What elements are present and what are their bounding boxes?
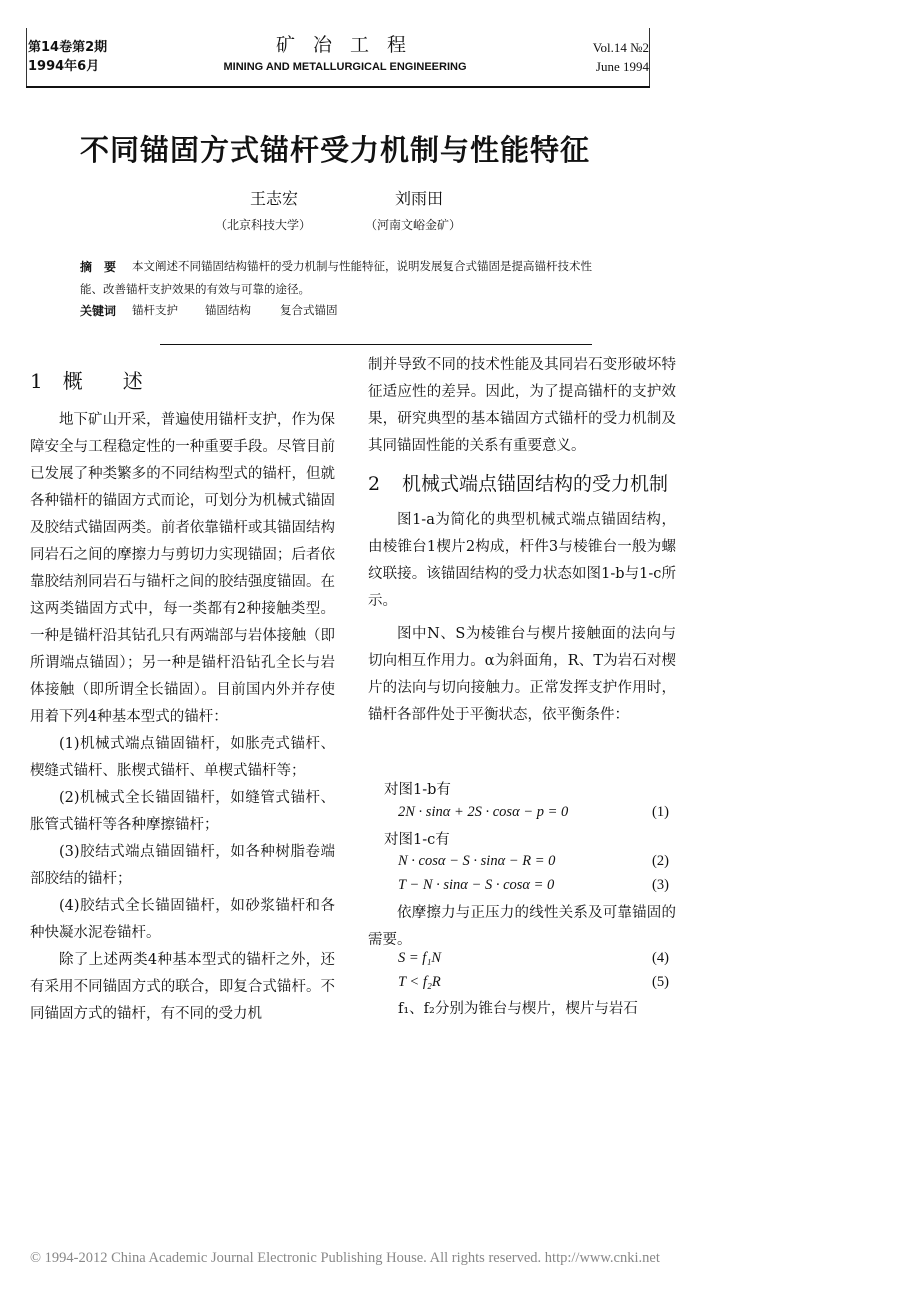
issue-date: 1994年6月 (28, 59, 100, 74)
issue-info (28, 38, 107, 76)
equation-2: N · cosα − S · sinα − R = 0 (398, 853, 556, 869)
equation-number: (4) (652, 950, 669, 966)
equation-number: (1) (652, 804, 669, 820)
keyword: 复合式锚固 (280, 303, 338, 317)
equation-3: T − N · sinα − S · cosα = 0 (398, 877, 555, 893)
section-1-heading: 1 概 述 (30, 369, 143, 393)
author-1: 王志宏 (250, 189, 299, 208)
section-number: 2 (368, 473, 381, 495)
equation-5: T < f₂R (398, 974, 441, 990)
header-right-border (649, 28, 650, 88)
paragraph: 图中N、S为棱锥台与楔片接触面的法向与切向相互作用力。α为斜面角，R、T为岩石对楔片的法向与切向接触力。正常发挥支护作用时，锚杆各部件处于平衡状态，依平衡条件： (368, 626, 676, 723)
paragraph: (3)胶结式端点锚固锚杆，如各种树脂卷端部胶结的锚杆； (30, 844, 335, 887)
issue-date-en: June 1994 (595, 59, 649, 74)
section-2-heading (368, 470, 676, 499)
figure-ref: 对图1-c有 (384, 832, 450, 848)
affiliation-1: （北京科技大学） (215, 218, 312, 232)
paragraph: 地下矿山开采，普遍使用锚杆支护，作为保障安全与工程稳定性的一种重要手段。尽管目前已发展了种类繁多的不同结构型式的锚杆，但就各种锚杆的锚固方式而论，可划分为机械式锚固及胶结式锚固两类。前者依靠锚杆或其锚固结构同岩石之间的摩擦力与剪切力实现锚固；后者依靠胶结剂同岩石与锚杆之间的胶结强度锚固。在这两类锚固方式中，每一类都有2种接触类型。一种是锚杆沿其钻孔只有两端部与岩体接触（即所谓端点锚固）；另一种是锚杆沿钻孔全长与岩体接触（即所谓全长锚固）。目前国内外并存使用着下列4种基本型式的锚杆： (30, 412, 335, 725)
right-column (368, 352, 676, 729)
affiliation-2: （河南文峪金矿） (365, 218, 462, 232)
abstract-divider (160, 344, 592, 345)
keyword: 锚杆支护 (132, 303, 178, 317)
figure-ref: 对图1-b有 (384, 782, 451, 798)
paragraph: 制并导致不同的技术性能及其同岩石变形破坏特征适应性的差异。因此，为了提高锚杆的支护效果，研究典型的基本锚固方式锚杆的受力机制及其同锚固性能的关系有重要意义。 (368, 357, 676, 454)
abstract-line-1: 本文阐述不同锚固结构锚杆的受力机制与性能特征，说明发展复合式锚固是提高锚杆技术性 (132, 259, 592, 273)
paragraph-text: 依摩擦力与正压力的线性关系及可靠锚固的需要。 (368, 905, 676, 948)
equation-4: S = f₁N (398, 950, 442, 966)
header-rule (26, 86, 650, 88)
volume-issue: 第14卷第2期 (28, 40, 108, 55)
paragraph: f₁、f₂分别为锥台与楔片，楔片与岩石 (398, 1001, 638, 1017)
copyright-footer: © 1994-2012 China Academic Journal Electronic Publishing House. All rights reserved. http://www.cnki.net (30, 1250, 660, 1266)
equation-number: (3) (652, 877, 669, 893)
author-2: 刘雨田 (395, 189, 444, 208)
keywords-label: 关键词 (80, 304, 117, 318)
paragraph: (2)机械式全长锚固锚杆，如缝管式锚杆、胀管式锚杆等各种摩擦锚杆； (30, 790, 335, 833)
paragraph: (1)机械式端点锚固锚杆，如胀壳式锚杆、楔缝式锚杆、胀楔式锚杆、单楔式锚杆等； (30, 736, 335, 779)
journal-title-en: MINING AND METALLURGICAL ENGINEERING (223, 61, 467, 73)
header-left-border (26, 28, 27, 88)
paragraph: 图1-a为简化的典型机械式端点锚固结构，由棱锥台1楔片2构成，杆件3与棱锥台一般为螺纹联接。该锚固结构的受力状态如图1-b与1-c所示。 (368, 512, 676, 609)
abstract-line-2: 能、改善锚杆支护效果的有效与可靠的途径。 (80, 282, 310, 296)
left-column (30, 368, 335, 1028)
journal-title-cn: 矿冶工程 (275, 34, 424, 56)
section-title: 机械式端点锚固结构的受力机制 (402, 473, 669, 495)
paragraph: 除了上述两类4种基本型式的锚杆之外，还有采用不同锚固方式的联合，即复合式锚杆。不同锚固方式的锚杆，有不同的受力机 (30, 952, 335, 1022)
equation-number: (5) (652, 974, 669, 990)
paragraph: (4)胶结式全长锚固锚杆，如砂浆锚杆和各种快凝水泥卷锚杆。 (30, 898, 335, 941)
volume-issue-en: Vol.14 №2 (592, 40, 649, 55)
equation-number: (2) (652, 853, 669, 869)
keyword: 锚固结构 (205, 303, 251, 317)
paragraph (368, 900, 676, 954)
article-title: 不同锚固方式锚杆受力机制与性能特征 (80, 133, 591, 167)
issue-info-en (587, 38, 649, 76)
equation-1: 2N · sinα + 2S · cosα − p = 0 (398, 804, 569, 820)
abstract-label: 摘 要 (80, 260, 117, 274)
